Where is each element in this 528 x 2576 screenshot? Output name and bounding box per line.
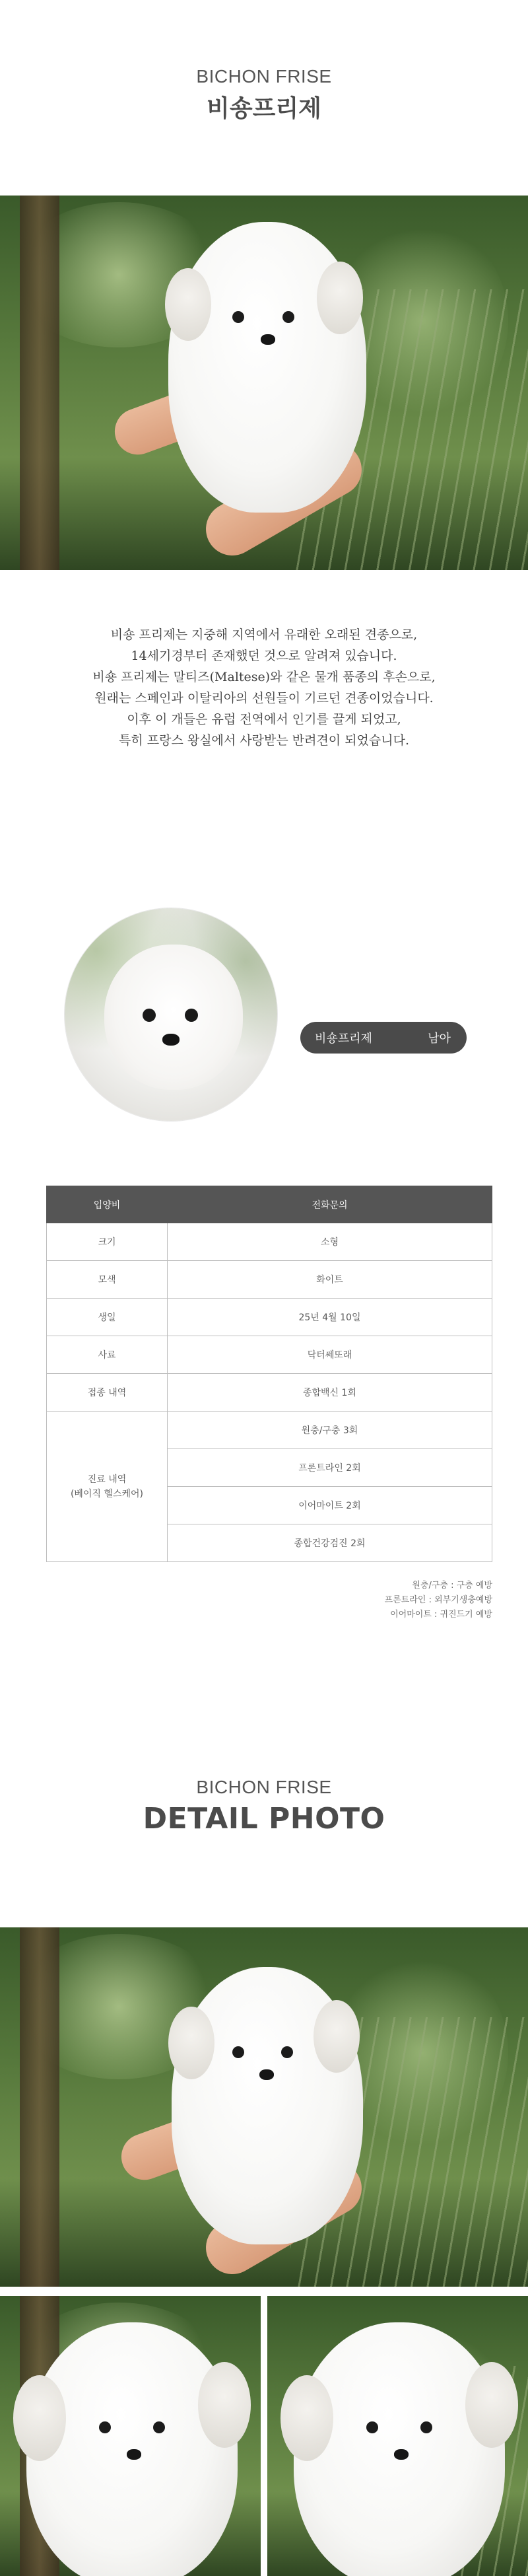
table-header-cell: 입양비 bbox=[47, 1186, 168, 1223]
medical-item: 종합건강검진 2회 bbox=[168, 1524, 492, 1562]
puppy-avatar bbox=[65, 908, 277, 1121]
breed-label: 비숑프리제 bbox=[315, 1032, 372, 1046]
medical-item: 이어마이트 2회 bbox=[168, 1487, 492, 1524]
table-row bbox=[47, 1374, 492, 1412]
intro-text bbox=[0, 624, 528, 751]
breed-sex-badge bbox=[300, 1022, 467, 1054]
intro-line: 비숑 프리제는 말티즈(Maltese)와 같은 물개 품종의 후손으로, bbox=[92, 670, 436, 684]
detail-photo-right bbox=[267, 2296, 528, 2576]
footnote: 이어마이트 : 귀진드기 예방 bbox=[390, 1610, 492, 1620]
footnote: 원충/구충 : 구충 예방 bbox=[412, 1581, 492, 1591]
detail-header-en-title: BICHON FRISE bbox=[196, 1777, 332, 1797]
row-value: 화이트 bbox=[168, 1261, 492, 1299]
detail-photo-large bbox=[0, 1927, 528, 2287]
table-footnotes bbox=[385, 1579, 492, 1622]
sex-label: 남아 bbox=[428, 1032, 451, 1046]
detail-section-header bbox=[0, 1777, 528, 1836]
hero-photo bbox=[0, 196, 528, 570]
medical-item: 프론트라인 2회 bbox=[168, 1449, 492, 1487]
row-value: 종합백신 1회 bbox=[168, 1374, 492, 1412]
row-label: 생일 bbox=[47, 1299, 168, 1336]
row-label: 모색 bbox=[47, 1261, 168, 1299]
footnote: 프론트라인 : 외부기생충예방 bbox=[384, 1595, 492, 1605]
intro-line: 특히 프랑스 왕실에서 사랑받는 반려견이 되었습니다. bbox=[118, 733, 410, 748]
detail-header-title: DETAIL PHOTO bbox=[143, 1802, 385, 1836]
table-row bbox=[47, 1261, 492, 1299]
header-en-title: BICHON FRISE bbox=[196, 66, 332, 87]
row-label: 크기 bbox=[47, 1223, 168, 1261]
table-header-row bbox=[47, 1186, 492, 1223]
row-label: 접종 내역 bbox=[47, 1374, 168, 1412]
detail-photo-left bbox=[0, 2296, 261, 2576]
intro-line: 이후 이 개들은 유럽 전역에서 인기를 끌게 되었고, bbox=[127, 712, 401, 727]
row-value: 소형 bbox=[168, 1223, 492, 1261]
medical-label-line1: 진료 내역 bbox=[87, 1474, 127, 1485]
table-row bbox=[47, 1223, 492, 1261]
info-table bbox=[46, 1186, 492, 1562]
header-ko-title: 비숑프리제 bbox=[207, 95, 321, 122]
table-row bbox=[47, 1299, 492, 1336]
medical-item: 원충/구충 3회 bbox=[168, 1412, 492, 1449]
table-header-cell: 전화문의 bbox=[168, 1186, 492, 1223]
intro-line: 비숑 프리제는 지중해 지역에서 유래한 오래된 견종으로, bbox=[110, 627, 418, 642]
table-row bbox=[47, 1412, 492, 1449]
intro-line: 원래는 스페인과 이탈리아의 선원들이 기르던 견종이었습니다. bbox=[94, 691, 434, 705]
row-value: 25년 4월 10일 bbox=[168, 1299, 492, 1336]
section-header bbox=[0, 66, 528, 124]
intro-line: 14세기경부터 존재했던 것으로 알려져 있습니다. bbox=[131, 649, 397, 663]
table-row bbox=[47, 1336, 492, 1374]
row-label: 사료 bbox=[47, 1336, 168, 1374]
row-value: 닥터쎄또래 bbox=[168, 1336, 492, 1374]
medical-label-line2: (베이직 헬스케어) bbox=[70, 1488, 144, 1499]
medical-label bbox=[47, 1412, 168, 1562]
